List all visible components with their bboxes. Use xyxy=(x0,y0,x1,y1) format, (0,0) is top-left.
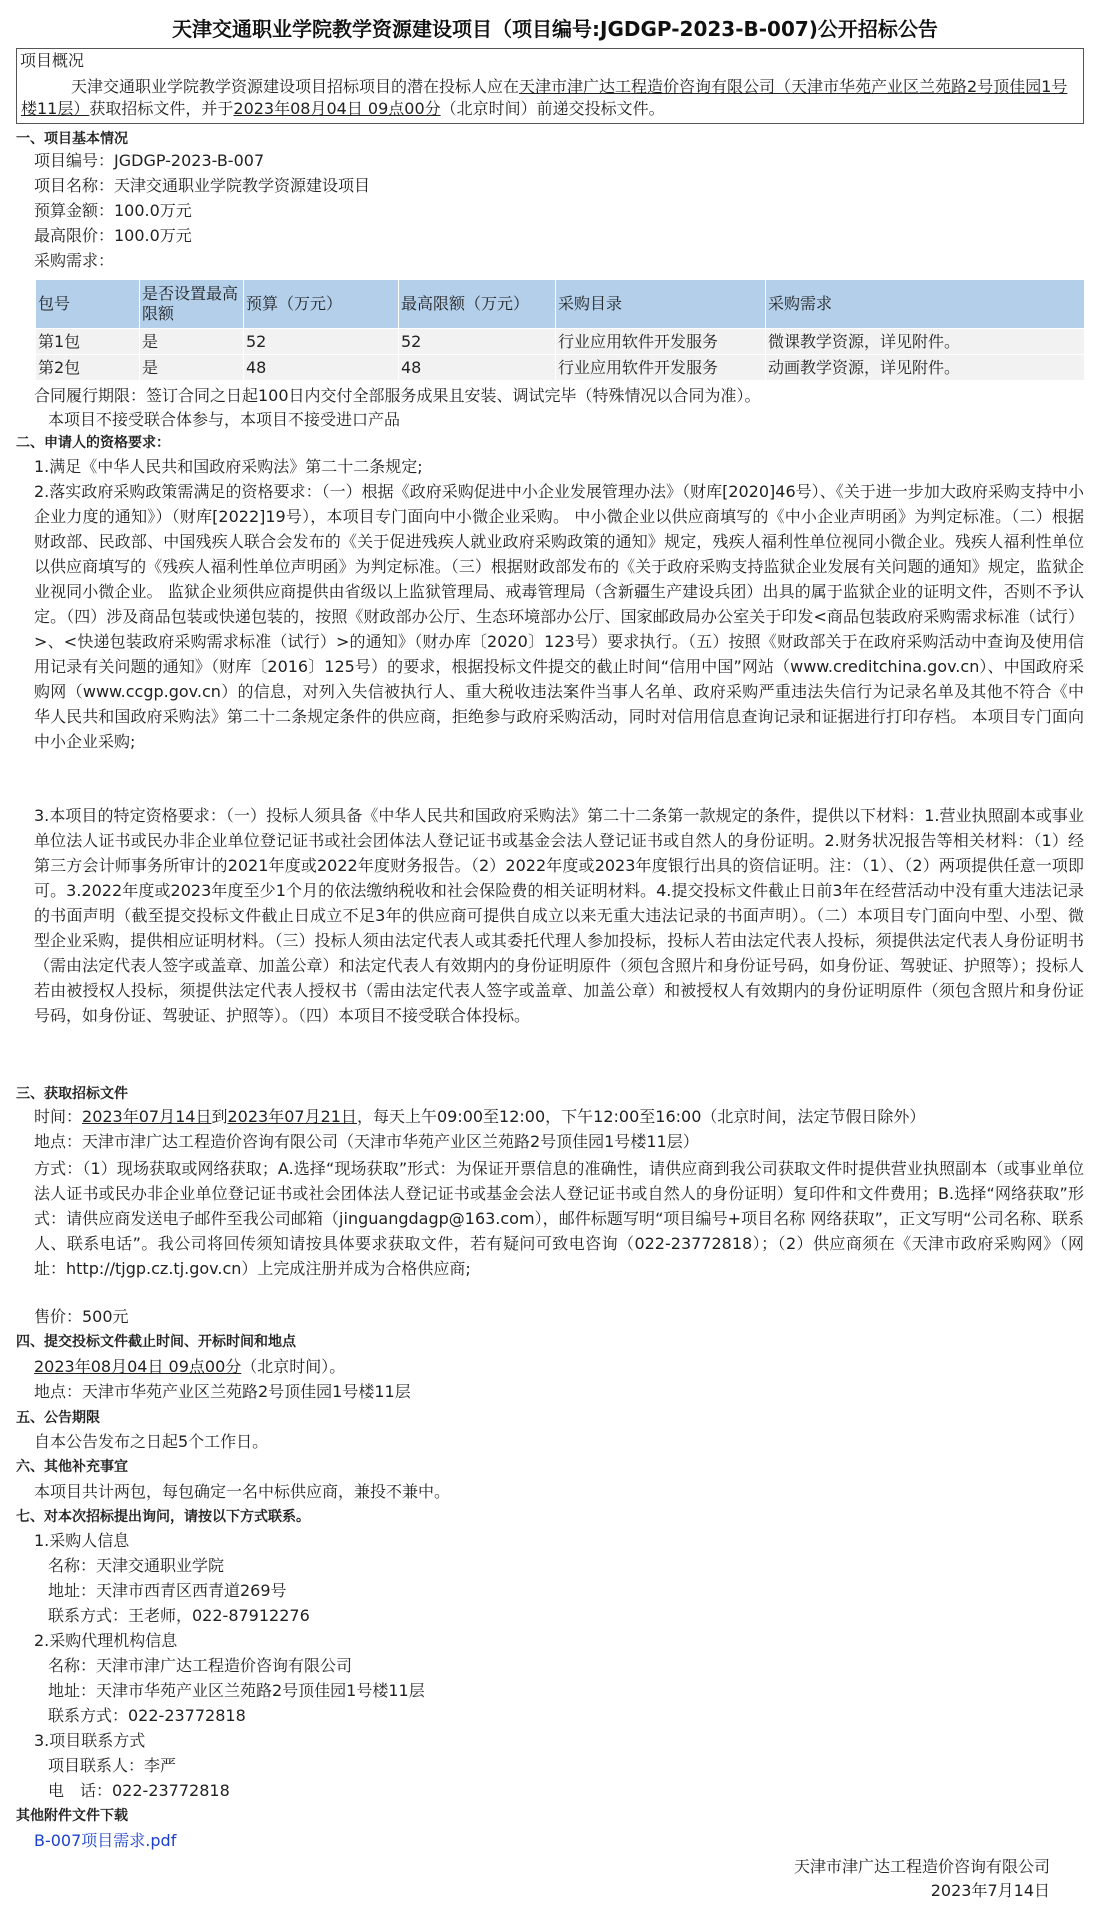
acquire-time-start: 2023年07月14日 xyxy=(82,1107,212,1126)
section-2-heading: 二、申请人的资格要求： xyxy=(16,435,170,451)
table-cell: 是 xyxy=(140,329,244,355)
overview-text-c: （北京时间）前递交投标文件。 xyxy=(440,99,665,118)
acquire-time xyxy=(34,1106,925,1128)
max-price: 最高限价：100.0万元 xyxy=(34,226,192,245)
table-cell: 48 xyxy=(399,355,556,381)
contract-period: 合同履行期限：签订合同之日起100日内交付全部服务成果且安装、调试完毕（特殊情况以合同为准）。 xyxy=(34,386,761,405)
table-cell: 52 xyxy=(244,329,399,355)
bid-place: 地点：天津市华苑产业区兰苑路2号顶佳园1号楼11层 xyxy=(34,1382,411,1401)
attachments-heading: 其他附件文件下载 xyxy=(16,1808,128,1824)
buyer-address: 地址：天津市西青区西青道269号 xyxy=(48,1581,287,1600)
table-cell: 行业应用软件开发服务 xyxy=(556,355,766,381)
notice-period: 自本公告发布之日起5个工作日。 xyxy=(34,1432,269,1451)
qualification-1: 1.满足《中华人民共和国政府采购法》第二十二条规定; xyxy=(34,457,423,476)
footer-date: 2023年7月14日 xyxy=(930,1881,1050,1900)
section-7-heading: 七、对本次招标提出询问，请按以下方式联系。 xyxy=(16,1509,310,1525)
col-header: 预算（万元） xyxy=(244,280,399,329)
table-header-row xyxy=(36,280,1085,329)
acquire-method: 方式：（1）现场获取或网络获取；A.选择“现场获取”形式：为保证开票信息的准确性，请供应商到我公司获取文件时提供营业执照副本（或事业单位法人证书或民办非企业单位登记证书或社会团体法人登记证书或基金会法人登记证书或自然人的身份证明）复印件和文件费用；B.选择“网络获取”形式：请供应商发送电子邮件至我公司邮箱（jinguangdagp@163.com），邮件标题写明“项目编号+项目名称 网络获取”，正文写明“公司名称、联系人、联系电话”。我公司将回传须知请按具体要求获取文件，若有疑问可致电咨询（022-23772818）；（2）供应商须在《天津市政府采购网》（网址：http://tjgp.cz.tj.gov.cn）上完成注册并成为合格供应商; xyxy=(34,1159,1084,1278)
project-name: 项目名称：天津交通职业学院教学资源建设项目 xyxy=(34,176,371,195)
page-title: 天津交通职业学院教学资源建设项目（项目编号:JGDGP-2023-B-007)公开招标公告 xyxy=(172,17,938,41)
document-price: 售价：500元 xyxy=(34,1307,129,1326)
overview-text xyxy=(21,76,1079,120)
table-cell: 52 xyxy=(399,329,556,355)
table-cell: 微课教学资源，详见附件。 xyxy=(766,329,1085,355)
acquire-place: 地点：天津市津广达工程造价咨询有限公司（天津市华苑产业区兰苑路2号顶佳园1号楼11层） xyxy=(34,1132,699,1151)
supplementary-text: 本项目共计两包，每包确定一名中标供应商，兼投不兼中。 xyxy=(34,1482,451,1501)
project-contact-phone: 电 话：022-23772818 xyxy=(48,1781,230,1800)
project-code: 项目编号：JGDGP-2023-B-007 xyxy=(34,151,265,170)
buyer-title: 1.采购人信息 xyxy=(34,1531,130,1550)
acquire-time-to: 到 xyxy=(211,1107,228,1126)
project-contact-person: 项目联系人：李严 xyxy=(48,1756,177,1775)
requirements-label: 采购需求： xyxy=(34,251,115,270)
project-overview-box xyxy=(16,48,1084,124)
table-cell: 第1包 xyxy=(36,329,140,355)
agent-title: 2.采购代理机构信息 xyxy=(34,1631,178,1650)
col-header: 最高限额（万元） xyxy=(399,280,556,329)
col-header: 包号 xyxy=(36,280,140,329)
attachment-link[interactable]: B-007项目需求.pdf xyxy=(34,1831,177,1850)
overview-label: 项目概况 xyxy=(20,51,85,70)
bid-deadline-rest: （北京时间）。 xyxy=(241,1357,346,1376)
table-cell: 是 xyxy=(140,355,244,381)
col-header: 采购目录 xyxy=(556,280,766,329)
section-1-heading: 一、项目基本情况 xyxy=(16,131,128,147)
acquire-time-rest: ，每天上午09:00至12:00，下午12:00至16:00（北京时间，法定节假日除外） xyxy=(356,1107,926,1126)
col-header: 采购需求 xyxy=(766,280,1085,329)
footer-organization: 天津市津广达工程造价咨询有限公司 xyxy=(793,1857,1050,1876)
overview-location: 天津市津广达工程造价咨询有限公司（天津市华苑产业区兰苑路2号顶佳园1号楼11层） xyxy=(21,77,1068,118)
section-3-heading: 三、获取招标文件 xyxy=(16,1086,128,1102)
table-cell: 第2包 xyxy=(36,355,140,381)
overview-text-a: 天津交通职业学院教学资源建设项目招标项目的潜在投标人应在 xyxy=(71,77,520,96)
col-header: 是否设置最高限额 xyxy=(140,280,244,329)
requirements-table xyxy=(35,279,1085,381)
buyer-contact: 联系方式：王老师，022-87912276 xyxy=(48,1606,310,1625)
acquire-time-label: 时间： xyxy=(34,1107,83,1126)
agent-name: 名称：天津市津广达工程造价咨询有限公司 xyxy=(48,1656,353,1675)
agent-address: 地址：天津市华苑产业区兰苑路2号顶佳园1号楼11层 xyxy=(48,1681,425,1700)
acquire-time-end: 2023年07月21日 xyxy=(227,1107,357,1126)
section-6-heading: 六、其他补充事宜 xyxy=(16,1459,128,1475)
section-4-heading: 四、提交投标文件截止时间、开标时间和地点 xyxy=(16,1334,296,1350)
no-consortium-note: 本项目不接受联合体参与，本项目不接受进口产品 xyxy=(48,410,401,429)
buyer-name: 名称：天津交通职业学院 xyxy=(48,1556,225,1575)
table-row xyxy=(36,329,1085,355)
overview-text-b: 获取招标文件，并于 xyxy=(89,99,234,118)
overview-deadline: 2023年08月04日 09点00分 xyxy=(233,99,441,118)
table-row xyxy=(36,355,1085,381)
table-cell: 48 xyxy=(244,355,399,381)
qualification-3: 3.本项目的特定资格要求：（一）投标人须具备《中华人民共和国政府采购法》第二十二条第一款规定的条件，提供以下材料：1.营业执照副本或事业单位法人证书或民办非企业单位登记证书或社会团体法人登记证书或基金会法人登记证书或自然人的身份证明。2.财务状况报告等相关材料：（1）经第三方会计师事务所审计的2021年度或2022年度财务报告。（2）2022年度或2023年度银行出具的资信证明。注：（1）、（2）两项提供任意一项即可。3.2022年度或2023年度至少1个月的依法缴纳税收和社会保险费的相关证明材料。4.提交投标文件截止日前3年在经营活动中没有重大违法记录的书面声明（截至提交投标文件截止日成立不足3年的供应商可提供自成立以来无重大违法记录的书面声明）。（二）本项目专门面向中型、小型、微型企业采购，提供相应证明材料。（三）投标人须由法定代表人或其委托代理人参加投标，投标人若由法定代表人投标，须提供法定代表人身份证明书（需由法定代表人签字或盖章、加盖公章）和法定代表人有效期内的身份证明原件（须包含照片和身份证号码，如身份证、驾驶证、护照等）；投标人若由被授权人投标，须提供法定代表人授权书（需由法定代表人签字或盖章、加盖公章）和被授权人有效期内的身份证明原件（须包含照片和身份证号码，如身份证、驾驶证、护照等）。（四）本项目不接受联合体投标。 xyxy=(34,806,1084,1025)
budget-amount: 预算金额：100.0万元 xyxy=(34,201,192,220)
qualification-2: 2.落实政府采购政策需满足的资格要求：（一）根据《政府采购促进中小企业发展管理办法》（财库[2020]46号）、《关于进一步加大政府采购支持中小企业力度的通知》）（财库[2022]19号），本项目专门面向中小微企业采购。 中小微企业以供应商填写的《中小企业声明函》为判定标准。（二）根据财政部、民政部、中国残疾人联合会发布的《关于促进残疾人就业政府采购政策的通知》规定，残疾人福利性单位视同小微企业。残疾人福利性单位以供应商填写的《残疾人福利性单位声明函》为判定标准。（三）根据财政部发布的《关于政府采购支持监狱企业发展有关问题的通知》规定，监狱企业视同小微企业。 监狱企业须供应商提供由省级以上监狱管理局、戒毒管理局（含新疆生产建设兵团）出具的属于监狱企业的证明文件，否则不予认定。（四）涉及商品包装或快递包装的，按照《财政部办公厅、生态环境部办公厅、国家邮政局办公室关于印发<商品包装政府采购需求标准（试行）>、<快递包装政府采购需求标准（试行）>的通知》（财办库〔2020〕123号）要求执行。（五）按照《财政部关于在政府采购活动中查询及使用信用记录有关问题的通知》（财库〔2016〕125号）的要求，根据投标文件提交的截止时间“信用中国”网站（www.creditchina.gov.cn）、中国政府采购网（www.ccgp.gov.cn）的信息，对列入失信被执行人、重大税收违法案件当事人名单、政府采购严重违法失信行为记录名单及其他不符合《中华人民共和国政府采购法》第二十二条规定条件的供应商，拒绝参与政府采购活动，同时对信用信息查询记录和证据进行打印存档。 本项目专门面向中小企业采购; xyxy=(34,482,1084,751)
bid-deadline-time: 2023年08月04日 09点00分 xyxy=(34,1357,242,1376)
agent-contact: 联系方式：022-23772818 xyxy=(48,1706,246,1725)
section-5-heading: 五、公告期限 xyxy=(16,1410,100,1426)
bid-deadline xyxy=(34,1356,345,1378)
table-cell: 动画教学资源，详见附件。 xyxy=(766,355,1085,381)
project-contact-title: 3.项目联系方式 xyxy=(34,1731,146,1750)
table-cell: 行业应用软件开发服务 xyxy=(556,329,766,355)
